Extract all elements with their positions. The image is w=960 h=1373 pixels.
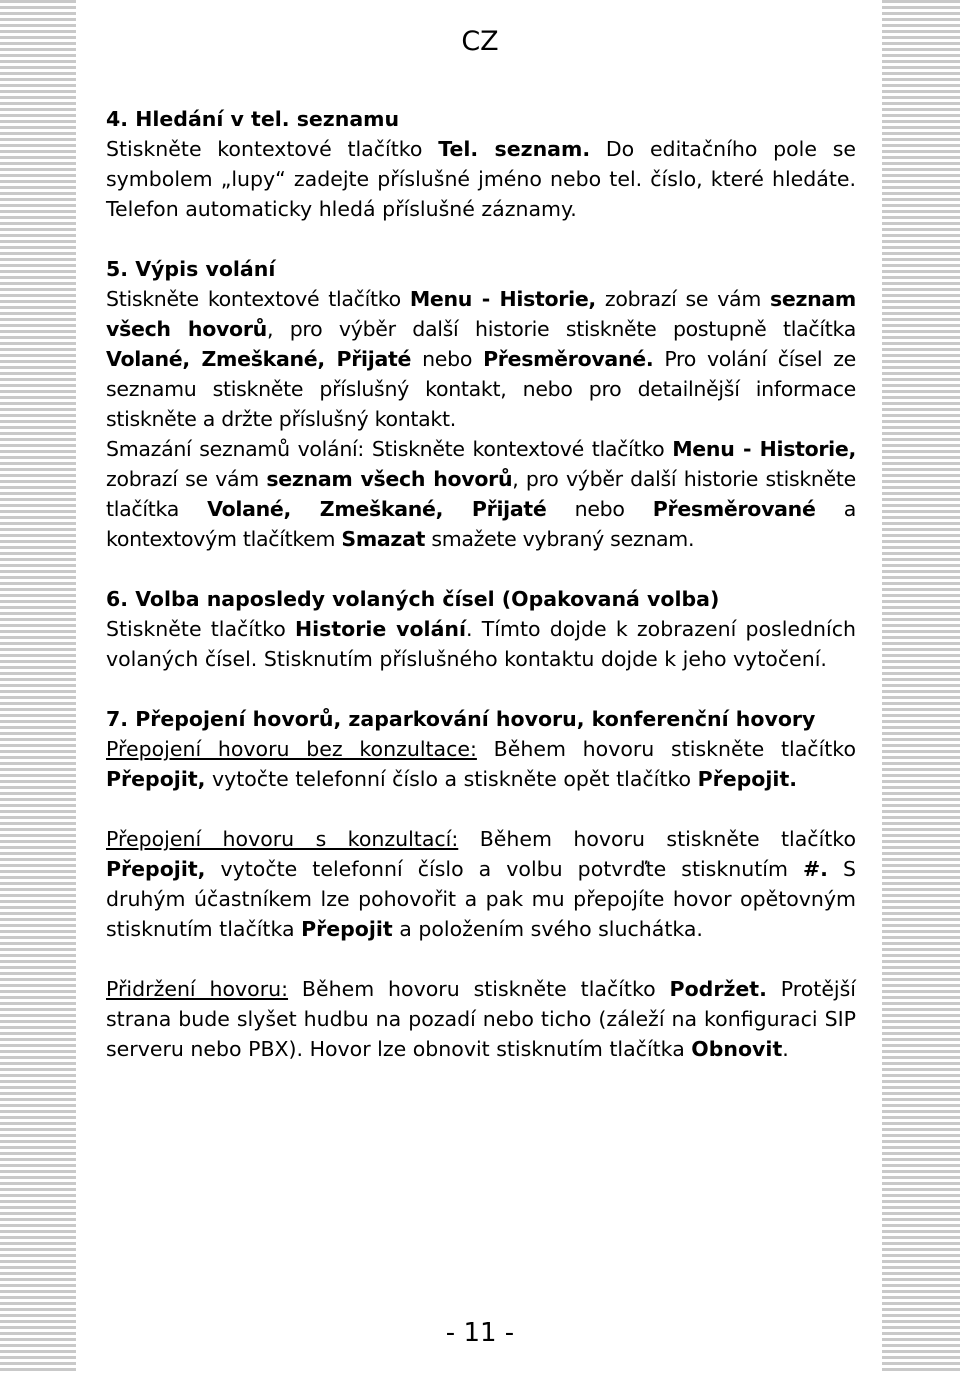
section-4-text: Stiskněte kontextové tlačítko Tel. seznam. Do editačního pole se symbolem „lupy“ zadejte příslušné jméno nebo tel. číslo, které hledáte. Telefon automaticky hledá příslušné záznamy.: [106, 137, 856, 221]
section-5-paragraph-2: Smazání seznamů volání: Stiskněte kontextové tlačítko Menu - Historie, zobrazí se vám seznam všech hovorů, pro výběr další historie stiskněte tlačítka Volané, Zmeškané, Přijaté nebo Přesměrované a kontextovým tlačítkem Smazat smažete vybraný seznam.: [106, 437, 857, 551]
language-label: CZ: [461, 26, 499, 57]
section-5-heading: 5. Výpis volání: [106, 257, 276, 281]
section-7-paragraph-1: Přepojení hovoru bez konzultace: Během hovoru stiskněte tlačítko Přepojit, vytočte telefonní číslo a stiskněte opět tlačítko Přepojit.: [106, 737, 856, 791]
page-number: - 11 -: [445, 1318, 515, 1348]
section-6-heading: 6. Volba naposledy volaných čísel (Opakovaná volba): [106, 587, 720, 611]
left-stripe-border: [0, 0, 76, 1373]
right-stripe-border: [882, 0, 960, 1373]
section-4-heading: 4. Hledání v tel. seznamu: [106, 107, 400, 131]
section-7-heading: 7. Přepojení hovorů, zaparkování hovoru, konferenční hovory: [106, 707, 816, 731]
manual-content: [106, 104, 856, 1064]
section-7-paragraph-3: Přidržení hovoru: Během hovoru stiskněte tlačítko Podržet. Protější strana bude slyšet hudbu na pozadí nebo ticho (záleží na konfiguraci SIP serveru nebo PBX). Hovor lze obnovit stisknutím tlačítka Obnovit.: [106, 977, 856, 1061]
section-6-text: Stiskněte tlačítko Historie volání. Tímto dojde k zobrazení posledních volaných čísel. Stisknutím příslušného kontaktu dojde k jeho vytočení.: [106, 617, 857, 671]
section-7-paragraph-2: Přepojení hovoru s konzultací: Během hovoru stiskněte tlačítko Přepojit, vytočte telefonní číslo a volbu potvrďte stisknutím #. S druhým účastníkem lze pohovořit a pak mu přepojíte hovor opětovným stisknutím tlačítka Přepojit a položením svého sluchátka.: [106, 827, 856, 941]
section-5-paragraph-1: Stiskněte kontextové tlačítko Menu - Historie, zobrazí se vám seznam všech hovorů, pro výběr další historie stiskněte postupně tlačítka Volané, Zmeškané, Přijaté nebo Přesměrované. Pro volání čísel ze seznamu stiskněte příslušný kontakt, nebo pro detailnější informace stiskněte a držte příslušný kontakt.: [106, 287, 856, 431]
